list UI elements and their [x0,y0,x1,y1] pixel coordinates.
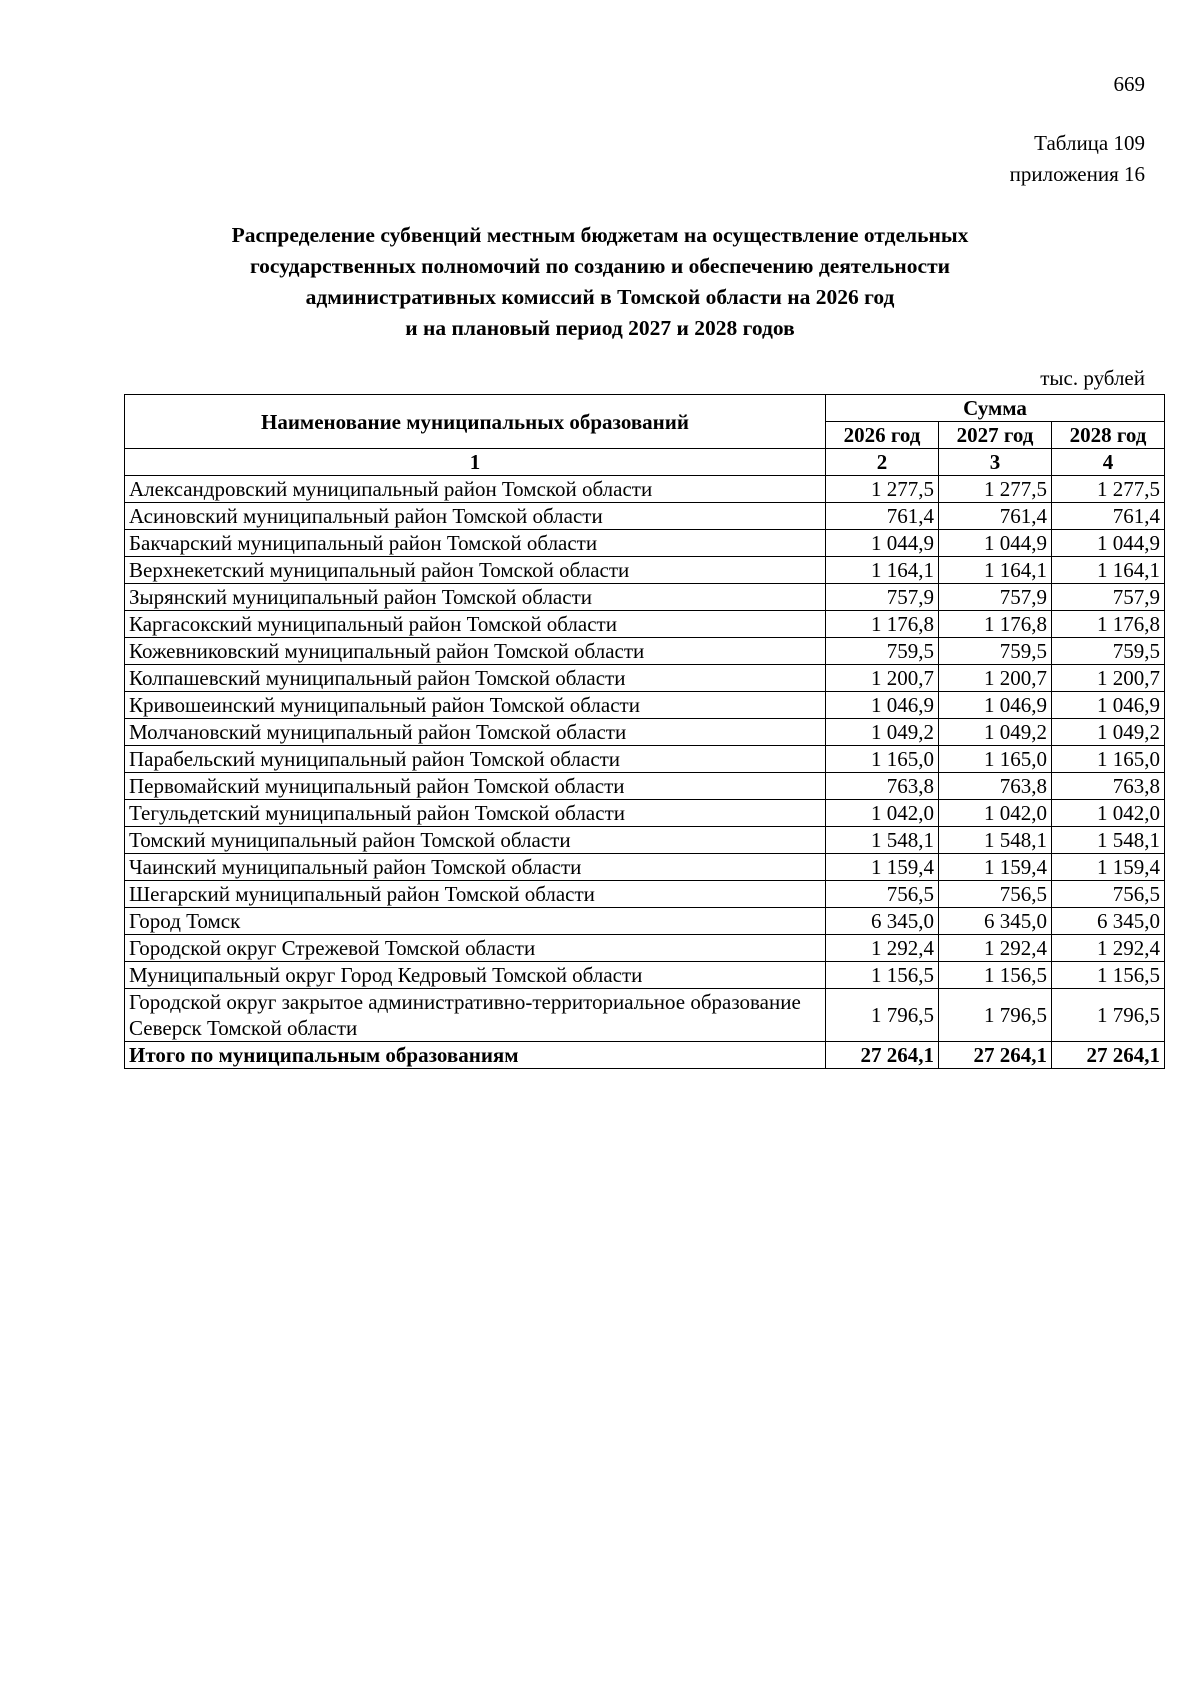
value-2027-cell: 1 796,5 [939,989,1052,1042]
value-2026-cell: 27 264,1 [826,1042,939,1069]
total-row [125,1042,1165,1069]
municipality-name-cell: Верхнекетский муниципальный район Томской области [125,557,826,584]
municipality-name-cell: Асиновский муниципальный район Томской области [125,503,826,530]
municipality-name-cell: Молчановский муниципальный район Томской области [125,719,826,746]
value-2027-cell: 1 277,5 [939,476,1052,503]
value-2027-cell: 763,8 [939,773,1052,800]
document-title [120,220,1080,344]
table-row [125,962,1165,989]
value-2026-cell: 1 200,7 [826,665,939,692]
value-2027-cell: 756,5 [939,881,1052,908]
value-2027-cell: 1 165,0 [939,746,1052,773]
table-row [125,746,1165,773]
municipality-name-cell: Итого по муниципальным образованиям [125,1042,826,1069]
table-caption [1010,128,1145,190]
table-row [125,530,1165,557]
value-2028-cell: 6 345,0 [1052,908,1165,935]
value-2026-cell: 1 046,9 [826,692,939,719]
value-2027-cell: 761,4 [939,503,1052,530]
value-2028-cell: 1 292,4 [1052,935,1165,962]
value-2028-cell: 1 046,9 [1052,692,1165,719]
municipality-name-cell: Город Томск [125,908,826,935]
units-label: тыс. рублей [1040,366,1145,390]
municipality-name-cell: Каргасокский муниципальный район Томской области [125,611,826,638]
value-2028-cell: 1 277,5 [1052,476,1165,503]
value-2026-cell: 1 292,4 [826,935,939,962]
table-row [125,773,1165,800]
value-2027-cell: 1 176,8 [939,611,1052,638]
column-number: 2 [826,449,939,476]
value-2026-cell: 1 049,2 [826,719,939,746]
page-number: 669 [1113,72,1145,96]
table-row [125,989,1165,1042]
value-2026-cell: 761,4 [826,503,939,530]
table-row [125,665,1165,692]
value-2027-cell: 1 042,0 [939,800,1052,827]
value-2027-cell: 1 044,9 [939,530,1052,557]
header-year-2027: 2027 год [939,422,1052,449]
municipality-name-cell: Парабельский муниципальный район Томской области [125,746,826,773]
table-row [125,611,1165,638]
table-row [125,719,1165,746]
value-2027-cell: 1 292,4 [939,935,1052,962]
value-2028-cell: 1 159,4 [1052,854,1165,881]
value-2028-cell: 1 156,5 [1052,962,1165,989]
value-2028-cell: 1 165,0 [1052,746,1165,773]
title-line: и на плановый период 2027 и 2028 годов [405,316,795,340]
municipality-name-cell: Александровский муниципальный район Томской области [125,476,826,503]
table-row [125,908,1165,935]
value-2026-cell: 1 165,0 [826,746,939,773]
table-row [125,854,1165,881]
value-2026-cell: 1 164,1 [826,557,939,584]
column-number: 4 [1052,449,1165,476]
title-line: государственных полномочий по созданию и обеспечению деятельности [249,254,951,278]
subvention-table [124,394,1165,1069]
value-2027-cell: 1 164,1 [939,557,1052,584]
column-number-row [125,449,1165,476]
value-2027-cell: 1 548,1 [939,827,1052,854]
value-2028-cell: 27 264,1 [1052,1042,1165,1069]
table-label: Таблица 109 [1034,131,1145,155]
value-2027-cell: 1 049,2 [939,719,1052,746]
column-number: 1 [125,449,826,476]
value-2028-cell: 759,5 [1052,638,1165,665]
value-2026-cell: 1 042,0 [826,800,939,827]
value-2026-cell: 756,5 [826,881,939,908]
municipality-name-cell: Шегарский муниципальный район Томской области [125,881,826,908]
column-number: 3 [939,449,1052,476]
municipality-name-cell: Первомайский муниципальный район Томской области [125,773,826,800]
municipality-name-cell: Бакчарский муниципальный район Томской области [125,530,826,557]
value-2028-cell: 763,8 [1052,773,1165,800]
value-2028-cell: 1 042,0 [1052,800,1165,827]
value-2027-cell: 757,9 [939,584,1052,611]
value-2027-cell: 27 264,1 [939,1042,1052,1069]
value-2028-cell: 1 164,1 [1052,557,1165,584]
header-sum-group: Сумма [826,395,1165,422]
value-2028-cell: 757,9 [1052,584,1165,611]
table-row [125,692,1165,719]
table-row [125,557,1165,584]
table-row [125,935,1165,962]
table-row [125,503,1165,530]
value-2026-cell: 759,5 [826,638,939,665]
value-2026-cell: 6 345,0 [826,908,939,935]
table-row [125,584,1165,611]
value-2026-cell: 763,8 [826,773,939,800]
municipality-name-cell: Городской округ Стрежевой Томской области [125,935,826,962]
municipality-name-cell: Городской округ закрытое административно-территориальное образование Северск Томской области [125,989,826,1042]
value-2028-cell: 756,5 [1052,881,1165,908]
value-2027-cell: 6 345,0 [939,908,1052,935]
table-row [125,800,1165,827]
table-row [125,476,1165,503]
value-2028-cell: 1 044,9 [1052,530,1165,557]
value-2026-cell: 1 796,5 [826,989,939,1042]
header-year-2026: 2026 год [826,422,939,449]
value-2027-cell: 759,5 [939,638,1052,665]
municipality-name-cell: Колпашевский муниципальный район Томской области [125,665,826,692]
value-2028-cell: 761,4 [1052,503,1165,530]
table-row [125,881,1165,908]
value-2028-cell: 1 796,5 [1052,989,1165,1042]
municipality-name-cell: Чаинский муниципальный район Томской области [125,854,826,881]
municipality-name-cell: Зырянский муниципальный район Томской области [125,584,826,611]
header-name-column: Наименование муниципальных образований [125,395,826,449]
table-row [125,827,1165,854]
value-2028-cell: 1 176,8 [1052,611,1165,638]
municipality-name-cell: Тегульдетский муниципальный район Томской области [125,800,826,827]
municipality-name-cell: Кожевниковский муниципальный район Томской области [125,638,826,665]
header-year-2028: 2028 год [1052,422,1165,449]
value-2026-cell: 1 159,4 [826,854,939,881]
value-2026-cell: 1 548,1 [826,827,939,854]
title-line: Распределение субвенций местным бюджетам на осуществление отдельных [231,223,969,247]
value-2026-cell: 1 156,5 [826,962,939,989]
value-2027-cell: 1 200,7 [939,665,1052,692]
table-row [125,638,1165,665]
value-2027-cell: 1 159,4 [939,854,1052,881]
value-2028-cell: 1 548,1 [1052,827,1165,854]
appendix-label: приложения 16 [1009,162,1145,186]
value-2026-cell: 1 277,5 [826,476,939,503]
value-2027-cell: 1 046,9 [939,692,1052,719]
value-2027-cell: 1 156,5 [939,962,1052,989]
value-2026-cell: 1 176,8 [826,611,939,638]
municipality-name-cell: Кривошеинский муниципальный район Томской области [125,692,826,719]
title-line: административных комиссий в Томской области на 2026 год [305,285,895,309]
value-2028-cell: 1 200,7 [1052,665,1165,692]
municipality-name-cell: Муниципальный округ Город Кедровый Томской области [125,962,826,989]
municipality-name-cell: Томский муниципальный район Томской области [125,827,826,854]
value-2028-cell: 1 049,2 [1052,719,1165,746]
value-2026-cell: 757,9 [826,584,939,611]
value-2026-cell: 1 044,9 [826,530,939,557]
